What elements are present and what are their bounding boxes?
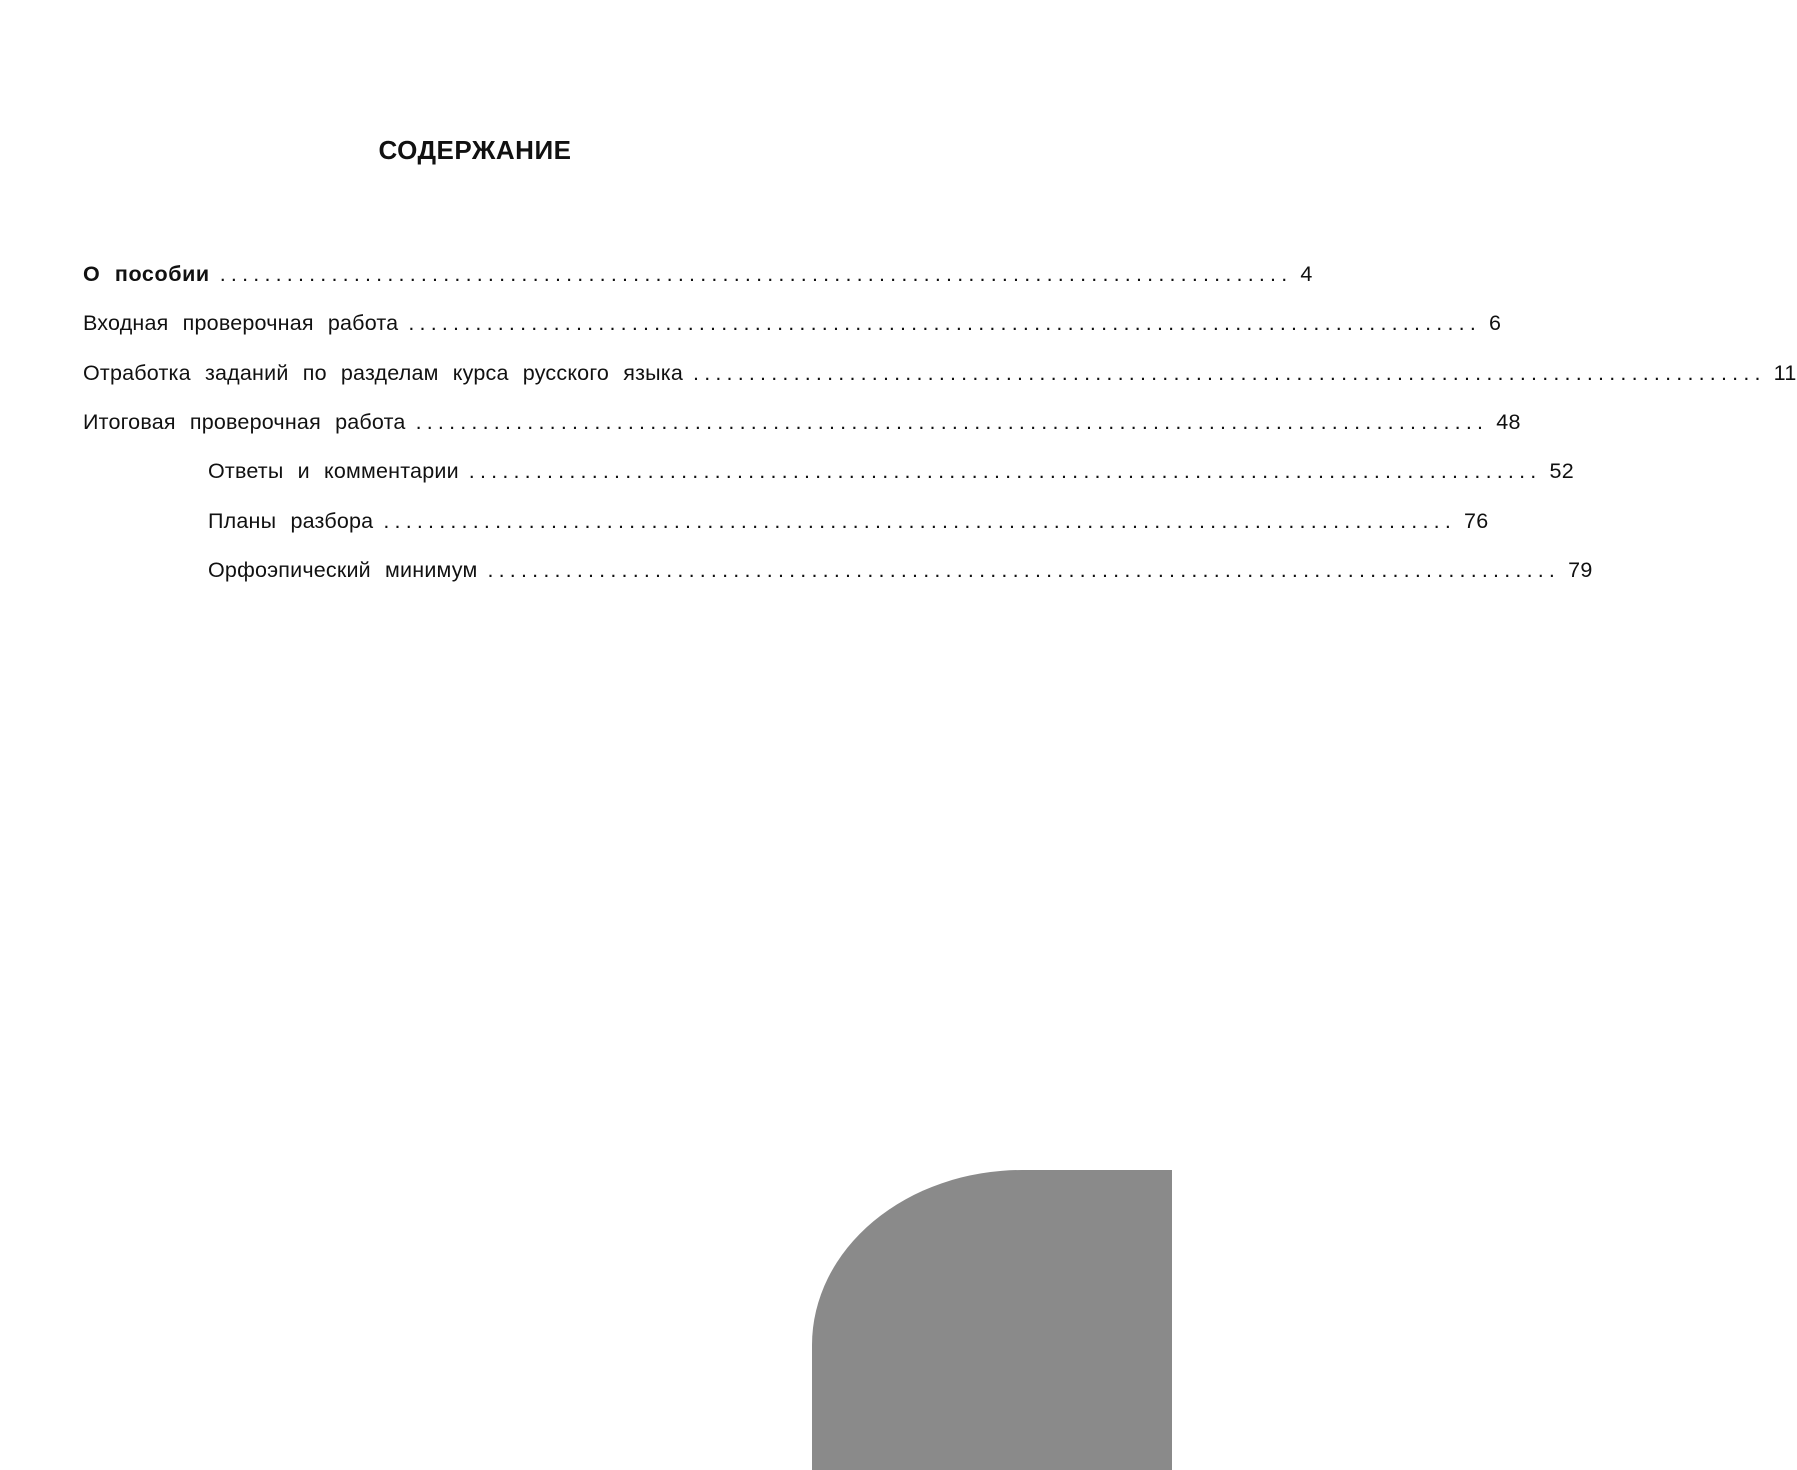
dot-leader: ................................................................................................ [408,311,1482,335]
dot-leader: ................................................................................................ [487,558,1561,582]
dot-leader: ................................................................................................ [415,410,1489,434]
toc-entry-title: О пособии [83,262,210,286]
toc-entry-page: 4 [1300,262,1313,286]
toc-entry-practice[interactable] [83,358,1797,388]
toc-entry-final-test[interactable] [83,407,1521,437]
toc-entry-entrance-test[interactable] [83,308,1502,338]
toc-entry-title: Ответы и комментарии [208,459,459,483]
toc-entry-page: 6 [1489,311,1502,335]
toc-entry-page: 11 [1773,361,1797,385]
toc-entry-page: 79 [1568,558,1593,582]
dot-leader: ................................................................................................ [383,509,1456,533]
toc-entry-title: Отработка заданий по разделам курса русского языка [83,361,684,385]
page-title: СОДЕРЖАНИЕ [378,135,572,165]
toc-entry-title: Планы разбора [208,509,374,533]
dot-leader: ................................................................................................ [219,262,1293,286]
toc-entry-parsing-plans[interactable] [208,506,1489,536]
dot-leader: ................................................................................................ [693,361,1766,385]
dot-leader: ................................................................................................ [468,459,1542,483]
toc-entry-orthoepic-minimum[interactable] [208,555,1593,585]
toc-entry-title: Входная проверочная работа [83,311,399,335]
toc-entry-about[interactable] [83,259,1313,289]
toc-entry-page: 76 [1464,509,1489,533]
toc-entry-page: 52 [1549,459,1574,483]
toc-entry-answers[interactable] [208,456,1574,486]
toc-entry-page: 48 [1496,410,1521,434]
toc-entry-title: Орфоэпический минимум [208,558,478,582]
toc-entry-title: Итоговая проверочная работа [83,410,406,434]
